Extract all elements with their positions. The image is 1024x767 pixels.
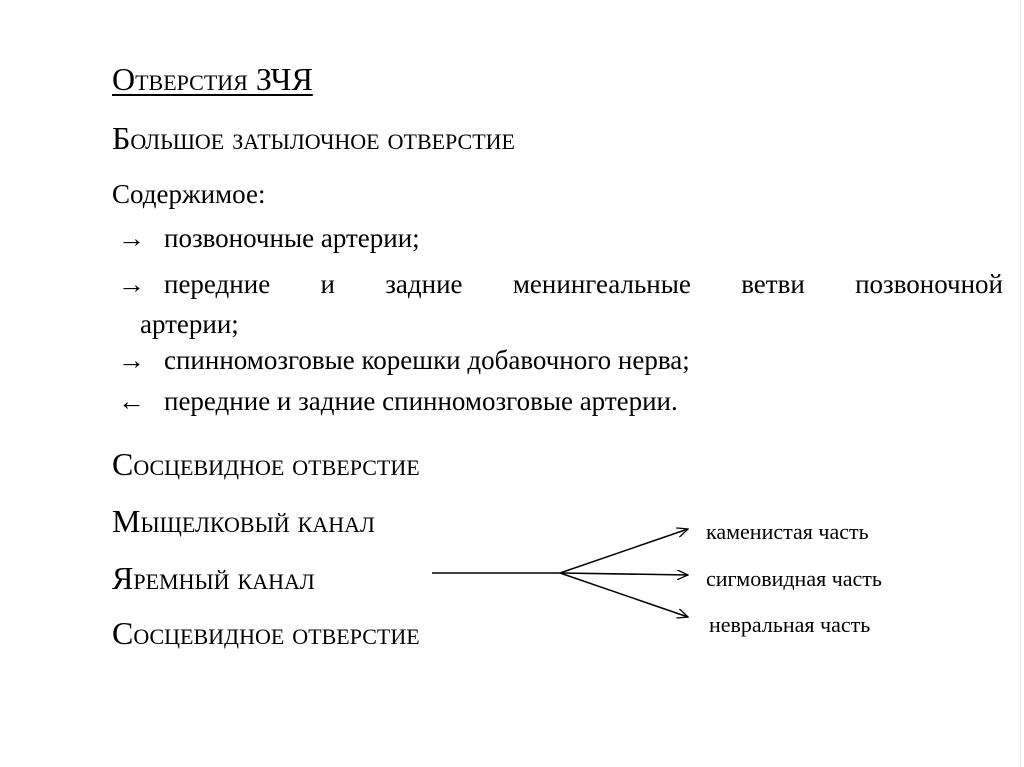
neural-part-label: невральная часть bbox=[709, 612, 871, 637]
mastoid-foramen-heading: Сосцевидное отверстие bbox=[112, 446, 420, 482]
petrous-part-label: каменистая часть bbox=[706, 519, 869, 544]
contents-item bbox=[118, 347, 690, 374]
contents-item-text: спинномозговые корешки добавочного нерва; bbox=[164, 345, 690, 375]
right-arrow-icon: → bbox=[118, 223, 145, 253]
slide-border bbox=[1020, 0, 1021, 767]
mastoid-foramen-heading-2: Сосцевидное отверстие bbox=[112, 615, 420, 651]
contents-item-continuation: артерии; bbox=[140, 309, 239, 339]
contents-item bbox=[118, 264, 1003, 344]
petrous-branch-arrow bbox=[560, 529, 688, 573]
condylar-canal-heading: Мыщелковый канал bbox=[112, 503, 375, 539]
contents-item-text: позвоночные артерии; bbox=[164, 223, 420, 253]
slide-title: Отверстия ЗЧЯ bbox=[112, 61, 313, 97]
contents-label: Содержимое: bbox=[112, 179, 266, 209]
sigmoid-part-label: сигмовидная часть bbox=[706, 566, 882, 591]
contents-item-text: передние и задние менингеальные ветви позвоночной bbox=[164, 269, 1003, 299]
right-arrow-icon: → bbox=[118, 269, 145, 299]
right-arrow-icon: → bbox=[118, 345, 145, 375]
neural-branch-arrow bbox=[560, 573, 688, 617]
contents-item-text: передние и задние спинномозговые артерии. bbox=[164, 386, 678, 416]
jugular-canal-heading: Яремный канал bbox=[112, 560, 315, 596]
contents-item bbox=[118, 225, 420, 252]
sigmoid-branch-arrow bbox=[560, 573, 688, 575]
contents-item bbox=[118, 388, 678, 415]
left-arrow-icon: ← bbox=[118, 386, 145, 416]
foramen-magnum-heading: Большое затылочное отверстие bbox=[112, 120, 515, 156]
